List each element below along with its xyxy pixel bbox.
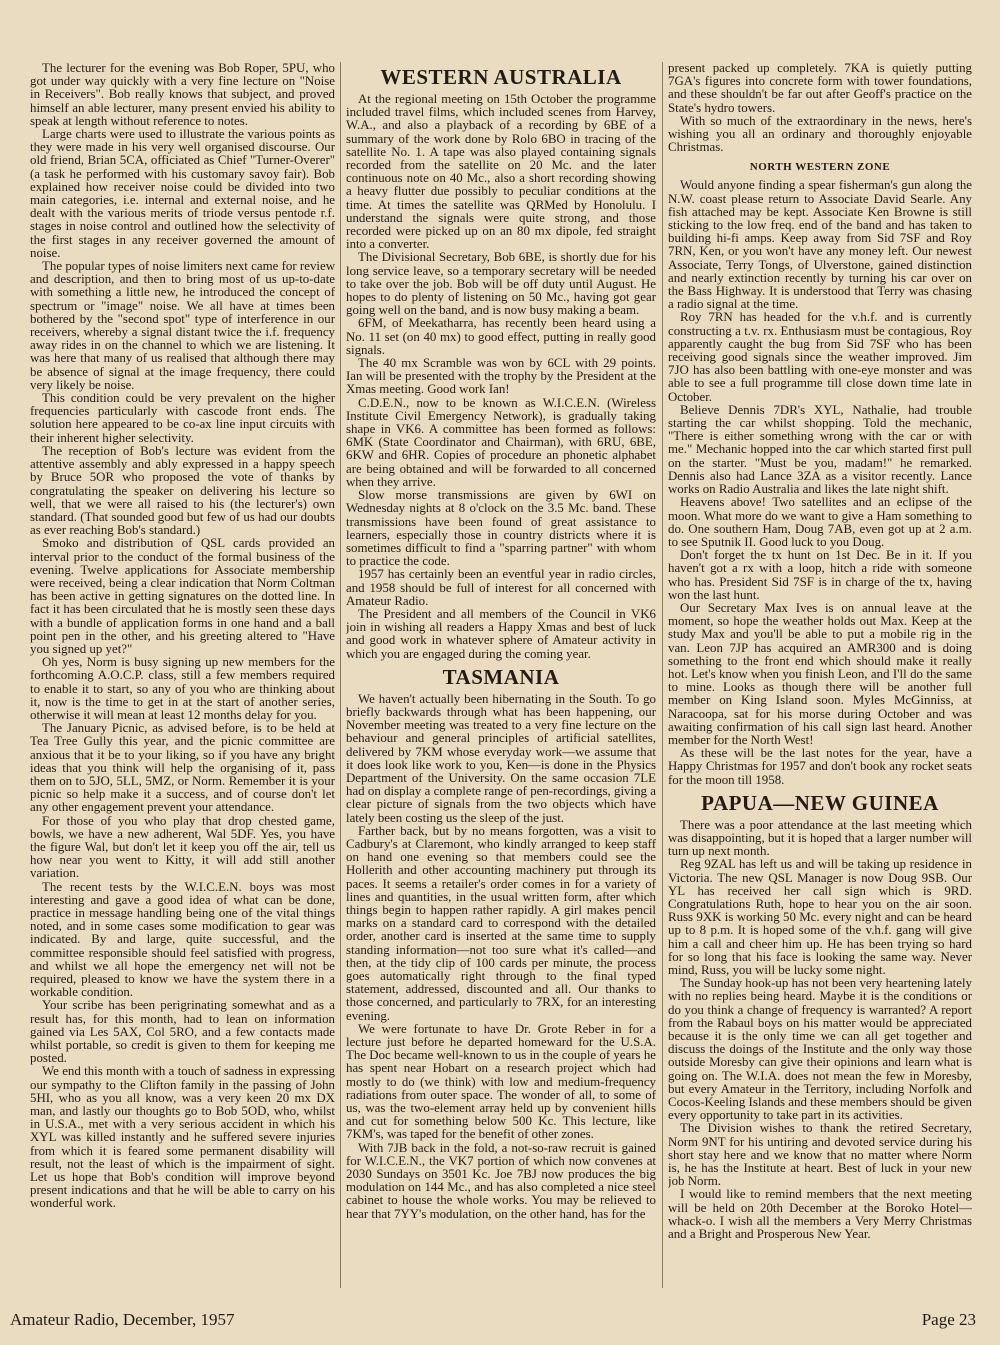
paragraph: The Divisional Secretary, Bob 6BE, is shortly due for his long service leave, so a temporary secretary will be needed to take over the job. Bob will be off duty until August. He hopes to do plenty of listening on 50 Mc., having got gear going well on the band, and is now busy making a beam. [346,250,656,318]
paragraph: The President and all members of the Council in VK6 join in wishing all readers a Happy Xmas and best of luck and good work in whatever sphere of Amateur activity in which you are engaged during the coming year. [346,606,656,661]
paragraph: Believe Dennis 7DR's XYL, Nathalie, had trouble starting the car whilst shopping. Told the mechanic, "There is either something wrong with the car or with me." Mechanic hopped into the car which started first pull on the starter. "Must be you, madam!" he remarked. Dennis also had Lance 3ZA as a visitor recently. Lance works on Radio Australia and likes the late night shift. [668,402,972,497]
heading-western-australia: WESTERN AUSTRALIA [380,65,622,89]
paragraph: I would like to remind members that the next meeting will be held on 20th December at the Boroko Hotel—whack-o. I wish all the members a Very Merry Christmas and a Bright and Prosperous New Year. [668,1187,972,1242]
column-divider [662,62,663,1288]
column-middle [346,62,656,1294]
paragraph: Oh yes, Norm is busy signing up new members for the forthcoming A.O.C.P. class, still a few members required to enable it to start, so any of you who are thinking about it, now is the time to get in at the start of another series, otherwise it will mean at least 12 months delay for you. [30,655,335,722]
heading-north-western-zone: NORTH WESTERN ZONE [749,161,891,174]
paragraph: The January Picnic, as advised before, is to be held at Tea Tree Gully this year, and the picnic committee are anxious that it be to your liking, so if you have any bright ideas that you think will help the organising of it, pass them on to 5JO, 5LL, 5MZ, or Norm. Remember it is your picnic so help make it a success, and of course don't let any other engagement prevent your attendance. [30,721,335,815]
heading-papua-new-guinea: PAPUA—NEW GUINEA [701,790,939,815]
column-left [30,62,335,1294]
paragraph: For those of you who play that drop chested game, bowls, we have a new adherent, Wal 5DF. Yes, you have the figure Wal, but don't let it keep you off the air, tell us how near you went to Kitty, it will add still another variation. [30,813,335,881]
paragraph: 1957 has certainly been an eventful year in radio circles, and 1958 should be full of interest for all concerned with Amateur Radio. [346,567,656,608]
paragraph: The recent tests by the W.I.C.E.N. boys was most interesting and gave a good idea of what can be done, practice in message handling being one of the vital things noted, and in some cases some modification to gear was indicated. By and large, quite successful, and the committee responsible should feel satisfied with progress, and whilst we all hope the emergency net will not be required, pleased to know we have the system there in a workable condition. [30,879,335,1000]
paragraph: Large charts were used to illustrate the various points as they were made in his very well organised discourse. Our old friend, Brian 5CA, officiated as Chief "Turner-Overer" (a task he performed with his customary savoy fair). Bob explained how receiver noise could be divided into two main categories, i.e. internal and external noise, and he dealt with the various merits of triode versus pentode r.f. stages in noise control and outlined how the selectivity of the first stages in any receiver governed the amount of noise. [30,127,335,260]
paragraph: As these will be the last notes for the year, have a Happy Christmas for 1957 and don't book any rocket seats for the moon till 1958. [668,746,972,787]
paragraph: The reception of Bob's lecture was evident from the attentive assembly and ably expressed in a happy speech by Bruce 5OR who proposed the vote of thanks by congratulating the speaker on delivering his lecture so well, that we were all raised to his (the lecturer's) own standard. (That sounded good but few of us had our doubts as ever reaching Bob's standard.) [30,443,335,538]
paragraph: There was a poor attendance at the last meeting which was disappointing, but it is hoped that a larger number will turn up next month. [668,817,972,859]
paragraph: Your scribe has been perigrinating somewhat and as a result has, for this month, had to lean on information gained via Les 5AX, Col 5RO, and a few contacts made whilst portable, so credit is given to them for keeping me posted. [30,998,335,1066]
paragraph: present packed up completely. 7KA is quietly putting 7GA's figures into concrete form with tower foundations, and these shouldn't be far out after Geoff's practice on the State's hydro towers. [668,62,972,115]
paragraph: The Sunday hook-up has not been very heartening lately with no replies being heard. Maybe it is the conditions or do you think a change of frequency is warranted? A report from the Rabaul boys on his matter would be appreciated because it is the only time we can all get together and discuss the doings of the Institute and the only way those outside Moresby can give their opinions and learn what is going on. The W.I.A. does not mean the few in Moresby, but every Amateur in the Territory, including Norfolk and Cocos-Keeling Islands and these members should be given every opportunity to take part in its activities. [668,976,972,1123]
paragraph: Don't forget the tx hunt on 1st Dec. Be in it. If you haven't got a rx with a loop, hitch a ride with someone who has. President Sid 7SF is in charge of the tx, having won the last hunt. [668,548,972,602]
heading-tasmania: TASMANIA [442,664,560,689]
paragraph: Our Secretary Max Ives is on annual leave at the moment, so hope the weather holds out Max. Keep at the study Max and you'll be able to put a mobile rig in the van. Leon 7JP has acquired an AMR300 and is doing something to the front end which should make it really hot. Let's know when you finish Leon, and I'll do the same to mine. Looks as though there will be another full member on King Island soon. Myles McGinniss, at Naracoopa, sat for his morse during October and was awaiting confirmation of his call sign last heard. Another member for the North West! [668,600,972,747]
paragraph: Reg 9ZAL has left us and will be taking up residence in Victoria. The new QSL Manager is now Doug 9SB. Our YL has received her call sign which is 9RD. Congratulations Ruth, hope to hear you on the air soon. Russ 9XK is working 50 Mc. every night and can be heard up to 8 p.m. It is hoped some of the v.h.f. gang will give him a call and cheer him up. He has been trying so hard for so long that his face is looking the same way. Never mind, Russ, you will be lucky some night. [668,857,972,977]
paragraph: 6FM, of Meekatharra, has recently been heard using a No. 11 set (on 40 mx) to good effect, putting in really good signals. [346,316,656,357]
paragraph: Slow morse transmissions are given by 6WI on Wednesday nights at 8 o'clock on the 3.5 Mc. band. These transmissions have been found of great assistance to learners, especially those in country districts where it is sometimes difficult to find a "sparring partner" with whom to practice the code. [346,488,656,569]
paragraph: The popular types of noise limiters next came for review and description, and then to bring most of us up-to-date with something a little new, he introduced the concept of spectrum or "image" noise. We all have at times been bothered by the "second spot" type of interference in our receivers, whereby a signal distant twice the i.f. frequency away rides in on the channel to which we are listening. It was here that many of us realised that although there may be absence of signal at the image frequency, there could very likely be noise. [30,259,335,392]
paragraph: This condition could be very prevalent on the higher frequencies particularly with cascode front ends. The solution here appeared to be co-ax line input circuits with their inherent higher selectivity. [30,391,335,445]
column-divider [340,62,341,1288]
paragraph: Farther back, but by no means forgotten, was a visit to Cadbury's at Claremont, who kindly arranged to keep staff on hand one evening so that members could see the Hollerith and other accounting machinery put through its paces. It seems a retailer's order comes in for a variety of lines and quantities, in the usual written form, after which things begin to happen rather rapidly. A girl makes pencil marks on a standard card to correspond with the detailed order, another card is inserted at the same time to supply standing information—not too sure what it's called—and then, at the tidy clip of 100 cards per minute, the process goes automatically right through to the final typed statement, addressed, discounted and all. Our thanks to those concerned, and particularly to 7RX, for an interesting evening. [346,823,656,1023]
column-right [668,62,972,1294]
footer-publication: Amateur Radio, December, 1957 [10,1310,235,1329]
paragraph: Heavens above! Two satellites and an eclipse of the moon. What more do we want to give a Ham something to do. One southern Ham, Doug 7AB, even got up at 2 a.m. to see Sputnik II. Good luck to you Doug. [668,495,972,549]
paragraph: At the regional meeting on 15th October the programme included travel films, which included scenes from Harvey, W.A., and also a playback of a recording by 6BE of a summary of the work done by Rolo 6BO in tracing of the satellite No. 1. A tape was also played containing signals recorded from the satellite on 20 Mc. and the later continuous note on 40 Mc., also a short recording showing a heavy flutter due possibly to peculiar conditions at the time. At times the satellite was QRMed by Honolulu. I understand the signals were quite strong, and those recorded were picked up on an 80 mx dipole, fed straight into a converter. [346,92,656,252]
paragraph: The 40 mx Scramble was won by 6CL with 29 points. Ian will be presented with the trophy by the President at the Xmas meeting. Good work Ian! [346,356,656,397]
paragraph: Would anyone finding a spear fisherman's gun along the N.W. coast please return to Associate David Searle. Any fish attached may be kept. Associate Ken Browne is still sticking to the low freq. end of the band and has taken to building hi-fi amps. Keep away from Sid 7SF and Roy 7RN, Ken, or you won't have any money left. Our newest Associate, Terry Tongs, of Ulverstone, gained distinction and nearly extinction recently by turning his car over on the Bass Highway. It is understood that Terry was chasing a radio signal at the time. [668,178,972,312]
paragraph: We end this month with a touch of sadness in expressing our sympathy to the Clifton family in the passing of John 5HI, who as you all know, was a very keen 20 mx DX man, and lastly our thoughts go to Bob 5OD, who, whilst in U.S.A., met with a very serious accident in which his XYL was killed instantly and he suffered severe injuries from which it is feared some permanent disability will result, not the least of which is the impairment of sight. Let us hope that Bob's condition will improve beyond present indications and that he will be able to carry on his wonderful work. [30,1064,335,1211]
paragraph: Smoko and distribution of QSL cards provided an interval prior to the conduct of the formal business of the evening. Twelve applications for Associate membership were received, being a clear indication that Norm Coltman has been active in getting signatures on the dotted line. In fact it has been circulated that he is mostly seen these days with a bundle of application forms in one hand and a ball point pen in the other, and his greeting altered to "Have you signed up yet?" [30,536,335,656]
footer-page-number: Page 23 [921,1310,976,1329]
paragraph: The Division wishes to thank the retired Secretary, Norm 9NT for his untiring and devoted service during his short stay here and we know that no matter where Norm is, he has the Institute at heart. Best of luck in your new job Norm. [668,1121,972,1189]
paragraph: With 7JB back in the fold, a not-so-raw recruit is gained for W.I.C.E.N., the VK7 portion of which now convenes at 2030 Sundays on 3501 Kc. Joe 7BJ now produces the big modulation on 144 Mc., and has also completed a nice steel cabinet to house the whole works. You may be relieved to hear that 7YY's modulation, on the other hand, has for the [346,1140,656,1221]
page-footer [10,1300,976,1334]
paragraph: With so much of the extraordinary in the news, here's wishing you all an ordinary and thoroughly enjoyable Christmas. [668,113,972,155]
paragraph: C.D.E.N., now to be known as W.I.C.E.N. (Wireless Institute Civil Emergency Network), is gradually taking shape in VK6. A committee has been formed as follows: 6MK (State Coordinator and Chairman), with 6RU, 6BE, 6KW and 6HR. Copies of procedure an phonetic alphabet are being obtained and will be forwarded to all concerned when they arrive. [346,395,656,489]
paragraph: The lecturer for the evening was Bob Roper, 5PU, who got under way quickly with a very fine lecture on "Noise in Receivers". Bob really knows that subject, and proved himself an able lecturer, many present envied his ability to speak at length without reference to notes. [30,62,335,128]
paragraph: We were fortunate to have Dr. Grote Reber in for a lecture just before he departed homeward for the U.S.A. The Doc became well-known to us in the couple of years he has spent near Hobart on a research project which had mostly to do (we think) with low and medium-frequency radiations from outer space. The wonder of all, to some of us, was the two-element array held up by convenient hills and cut for something below 500 Kc. This lecture, like 7KM's, was taped for the benefit of other zones. [346,1021,656,1142]
paragraph: We haven't actually been hibernating in the South. To go briefly backwards through what has been happening, our November meeting was treated to a very fine lecture on the behaviour and general principles of artificial satellites, delivered by 7KM whose everyday work—we assume that it does look like work to you, Ken—is done in the Physics Department of the University. On the same occasion 7LE had on display a complete range of pen-recordings, giving a clear picture of signals from the two objects which have lately been costing us the sleep of the just. [346,691,656,825]
paragraph: Roy 7RN has headed for the v.h.f. and is currently constructing a t.v. rx. Enthusiasm must be contagious, Roy apparently caught the bug from Sid 7SF who has been receiving good signals since the weather improved. Jim 7JO has also been battling with one-eye monster and was able to see a full programme till close down time late in October. [668,310,972,404]
